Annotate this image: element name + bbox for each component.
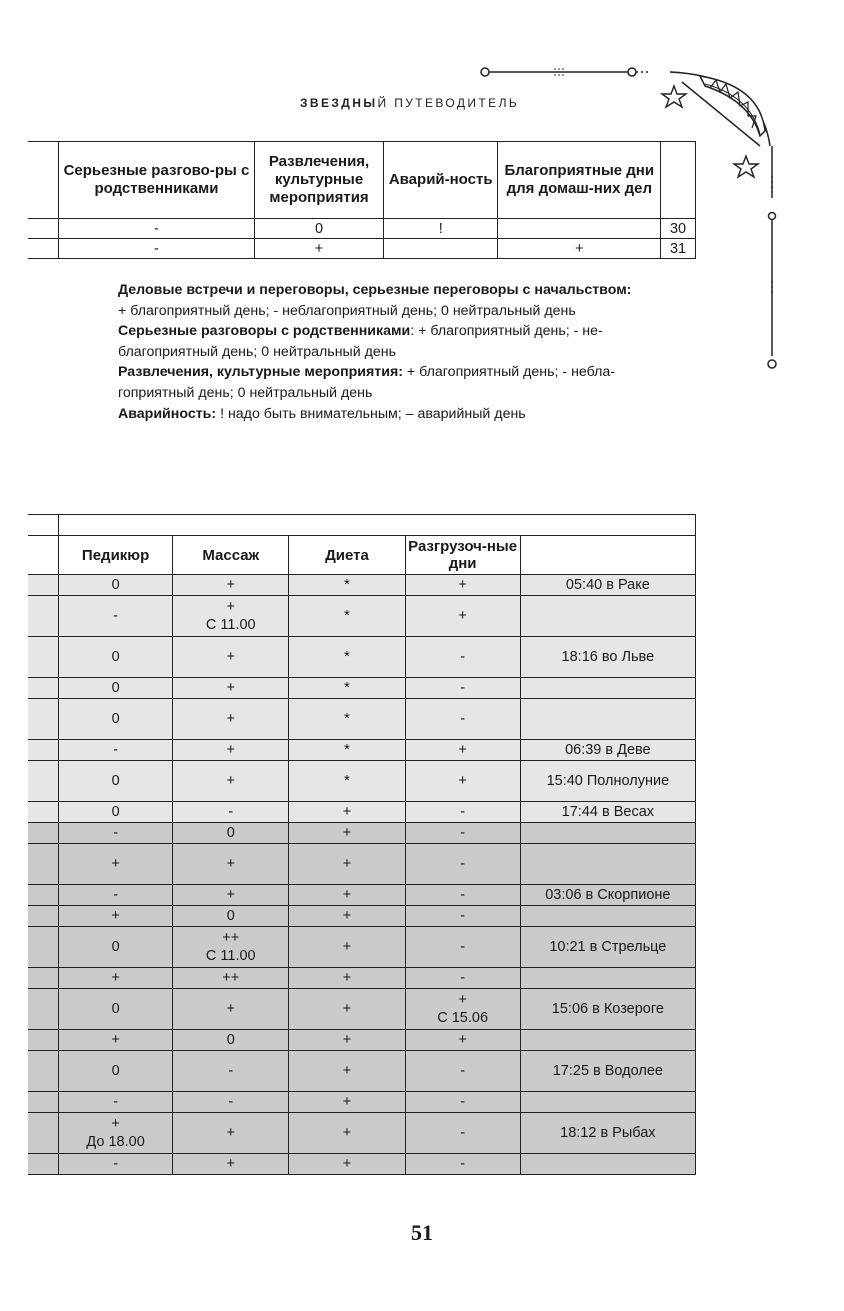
table-header-cell: Благоприятные дни для домаш-них дел: [498, 142, 661, 219]
moon-event-cell: 18:12 в Рыбах: [520, 1113, 695, 1154]
table-cell: +: [289, 906, 405, 927]
table-cell: +: [173, 740, 289, 761]
table-cell: *: [289, 761, 405, 802]
table-row: [28, 1154, 696, 1175]
table-cell: +: [173, 1113, 289, 1154]
table-row: [28, 596, 696, 637]
table-cell: [59, 515, 696, 536]
table-cell: -: [405, 823, 520, 844]
table-cell: *: [289, 637, 405, 678]
table-cell: 0: [59, 802, 173, 823]
table-cell: -: [405, 927, 520, 968]
table-row: [28, 1030, 696, 1051]
table-cell: -: [173, 802, 289, 823]
table-cell: !: [383, 219, 498, 239]
table-body: [28, 575, 696, 1175]
table-cell: -: [59, 740, 173, 761]
table-cell: *: [289, 575, 405, 596]
table-header-cell: Разгрузоч-ные дни: [405, 536, 520, 575]
table-cell: 0: [255, 219, 384, 239]
table-cell: -: [58, 239, 254, 259]
table-header-cell: Диета: [289, 536, 405, 575]
legend-line: Аварийность: ! надо быть внимательным; – аварийный день: [118, 405, 526, 422]
table-cell: +: [289, 1030, 405, 1051]
table-cell: +: [289, 885, 405, 906]
moon-event-cell: 15:06 в Козероге: [520, 989, 695, 1030]
table-cell: +: [173, 885, 289, 906]
table-cell: +: [173, 699, 289, 740]
table-cell: [28, 740, 59, 761]
table-row: [28, 823, 696, 844]
table-cell: -: [405, 906, 520, 927]
table-cell: [498, 219, 661, 239]
table-cell: [28, 844, 59, 885]
table-cell: +: [289, 927, 405, 968]
table-cell: +: [173, 575, 289, 596]
table-cell: [28, 1154, 59, 1175]
table-row: [28, 239, 696, 259]
table-cell: [28, 906, 59, 927]
page-number: 51: [411, 1220, 433, 1245]
moon-event-cell: 17:44 в Весах: [520, 802, 695, 823]
table-cell: +: [289, 1092, 405, 1113]
table-cell: +: [289, 823, 405, 844]
moon-event-cell: 06:39 в Деве: [520, 740, 695, 761]
moon-event-cell: [520, 1092, 695, 1113]
table-row: [28, 844, 696, 885]
table-cell: +: [405, 740, 520, 761]
table-cell: *: [289, 596, 405, 637]
table-row: [28, 678, 696, 699]
table-header-cell: Серьезные разгово-ры с родственниками: [58, 142, 254, 219]
table-cell: 0: [59, 637, 173, 678]
moon-event-cell: 18:16 во Льве: [520, 637, 695, 678]
table-cell: + С 11.00: [173, 596, 289, 637]
table-cell: [28, 515, 59, 536]
table-header-cell: Массаж: [173, 536, 289, 575]
table-cell: +: [59, 844, 173, 885]
moon-event-cell: [520, 906, 695, 927]
moon-event-cell: 15:40 Полнолуние: [520, 761, 695, 802]
table-cell: +: [405, 575, 520, 596]
table-cell: -: [58, 219, 254, 239]
table-cell: 0: [59, 575, 173, 596]
day-cell: 31: [661, 239, 696, 259]
table-cell: [28, 1030, 59, 1051]
table-cell: [28, 802, 59, 823]
legend-line: гоприятный день; 0 нейтральный день: [118, 384, 373, 401]
table-cell: -: [59, 885, 173, 906]
table-cell: -: [405, 968, 520, 989]
moon-event-cell: 17:25 в Водолее: [520, 1051, 695, 1092]
table-cell: +: [498, 239, 661, 259]
table-cell: +: [289, 1154, 405, 1175]
legend-line: Серьезные разговоры с родственниками: + благоприятный день; - не-: [118, 323, 603, 340]
table-row: [28, 927, 696, 968]
table-cell: [28, 637, 59, 678]
table-row: [28, 637, 696, 678]
table-row: [28, 989, 696, 1030]
table-header-cell: [28, 536, 59, 575]
table-cell: +: [255, 239, 384, 259]
table-cell: -: [59, 596, 173, 637]
table-cell: +: [289, 844, 405, 885]
table-cell: -: [405, 1092, 520, 1113]
table-cell: +: [289, 968, 405, 989]
table-cell: +: [173, 989, 289, 1030]
running-header: ЗВЕЗДНЫЙ ПУТЕВОДИТЕЛЬ: [300, 96, 520, 110]
day-cell: 30: [661, 219, 696, 239]
table-cell: +: [289, 1113, 405, 1154]
table-cell: 0: [59, 989, 173, 1030]
table-cell: -: [405, 678, 520, 699]
moon-event-cell: [520, 844, 695, 885]
table-cell: +: [405, 596, 520, 637]
table-cell: -: [405, 802, 520, 823]
table-cell: [28, 239, 58, 259]
moon-event-cell: 05:40 в Раке: [520, 575, 695, 596]
table-cell: +: [289, 989, 405, 1030]
table-row: [28, 1113, 696, 1154]
table-cell: +: [405, 761, 520, 802]
table-row: [28, 219, 696, 239]
table-cell: + С 15.06: [405, 989, 520, 1030]
table-row: [28, 802, 696, 823]
table-header-cell: Развлечения, культурные мероприятия: [255, 142, 384, 219]
table-row: [28, 885, 696, 906]
table-header-cell: Аварий-ность: [383, 142, 498, 219]
table-header-cell: Педикюр: [59, 536, 173, 575]
table-row: [28, 740, 696, 761]
moon-event-cell: [520, 699, 695, 740]
table-row: [28, 575, 696, 596]
table-cell: 0: [59, 699, 173, 740]
legend-line: благоприятный день; 0 нейтральный день: [118, 343, 396, 360]
moon-event-cell: [520, 596, 695, 637]
table-header-cell: [520, 536, 695, 575]
table-header-cell: [28, 142, 58, 219]
table-top-row: [28, 515, 696, 536]
table-cell: -: [405, 844, 520, 885]
table-cell: +: [173, 678, 289, 699]
table-cell: -: [173, 1051, 289, 1092]
table-row: [28, 968, 696, 989]
table-cell: -: [405, 699, 520, 740]
table-cell: -: [405, 1051, 520, 1092]
table-cell: [28, 219, 58, 239]
legend: [118, 280, 698, 424]
table-cell: + До 18.00: [59, 1113, 173, 1154]
table-cell: [28, 761, 59, 802]
moon-event-cell: 10:21 в Стрельце: [520, 927, 695, 968]
care-table: [28, 514, 696, 1175]
table-cell: +: [59, 1030, 173, 1051]
table-cell: +: [59, 906, 173, 927]
table-cell: 0: [173, 1030, 289, 1051]
table-cell: [28, 1051, 59, 1092]
table-cell: 0: [59, 761, 173, 802]
table-cell: +: [59, 968, 173, 989]
table-cell: [28, 927, 59, 968]
table-cell: [28, 823, 59, 844]
table-cell: +: [173, 761, 289, 802]
table-header-cell: [661, 142, 696, 219]
table-cell: [28, 885, 59, 906]
table-cell: 0: [173, 906, 289, 927]
table-cell: ++ С 11.00: [173, 927, 289, 968]
table-cell: -: [59, 1154, 173, 1175]
table-cell: *: [289, 740, 405, 761]
moon-event-cell: 03:06 в Скорпионе: [520, 885, 695, 906]
table-cell: 0: [59, 1051, 173, 1092]
table-header-row: [28, 536, 696, 575]
moon-event-cell: [520, 678, 695, 699]
moon-event-cell: [520, 1154, 695, 1175]
table-cell: 0: [59, 678, 173, 699]
table-row: [28, 906, 696, 927]
table-cell: -: [405, 1154, 520, 1175]
table-cell: [28, 678, 59, 699]
table-cell: -: [59, 1092, 173, 1113]
table-row: [28, 1051, 696, 1092]
moon-event-cell: [520, 823, 695, 844]
table-cell: [28, 989, 59, 1030]
table-cell: -: [405, 637, 520, 678]
table-cell: [383, 239, 498, 259]
moon-event-cell: [520, 1030, 695, 1051]
table-row: [28, 761, 696, 802]
table-cell: +: [173, 637, 289, 678]
legend-line: + благоприятный день; - неблагоприятный день; 0 нейтральный день: [118, 302, 576, 319]
table-cell: *: [289, 699, 405, 740]
activity-table-1: [28, 141, 696, 259]
table-cell: -: [173, 1092, 289, 1113]
table-cell: -: [405, 1113, 520, 1154]
table-cell: [28, 596, 59, 637]
table-cell: -: [405, 885, 520, 906]
table-header-row: [28, 142, 696, 219]
table-cell: +: [173, 1154, 289, 1175]
table-cell: *: [289, 678, 405, 699]
table-cell: [28, 699, 59, 740]
legend-line: Деловые встречи и переговоры, серьезные переговоры с начальством:: [118, 282, 632, 298]
table-cell: 0: [59, 927, 173, 968]
table-cell: +: [289, 1051, 405, 1092]
table-cell: +: [289, 802, 405, 823]
table-row: [28, 699, 696, 740]
table-cell: ++: [173, 968, 289, 989]
table-cell: [28, 968, 59, 989]
table-cell: [28, 1092, 59, 1113]
table-cell: +: [405, 1030, 520, 1051]
table-cell: -: [59, 823, 173, 844]
moon-event-cell: [520, 968, 695, 989]
legend-line: Развлечения, культурные мероприятия: + благоприятный день; - небла-: [118, 364, 616, 381]
table-cell: [28, 1113, 59, 1154]
table-cell: 0: [173, 823, 289, 844]
table-cell: [28, 575, 59, 596]
table-row: [28, 1092, 696, 1113]
table-cell: +: [173, 844, 289, 885]
